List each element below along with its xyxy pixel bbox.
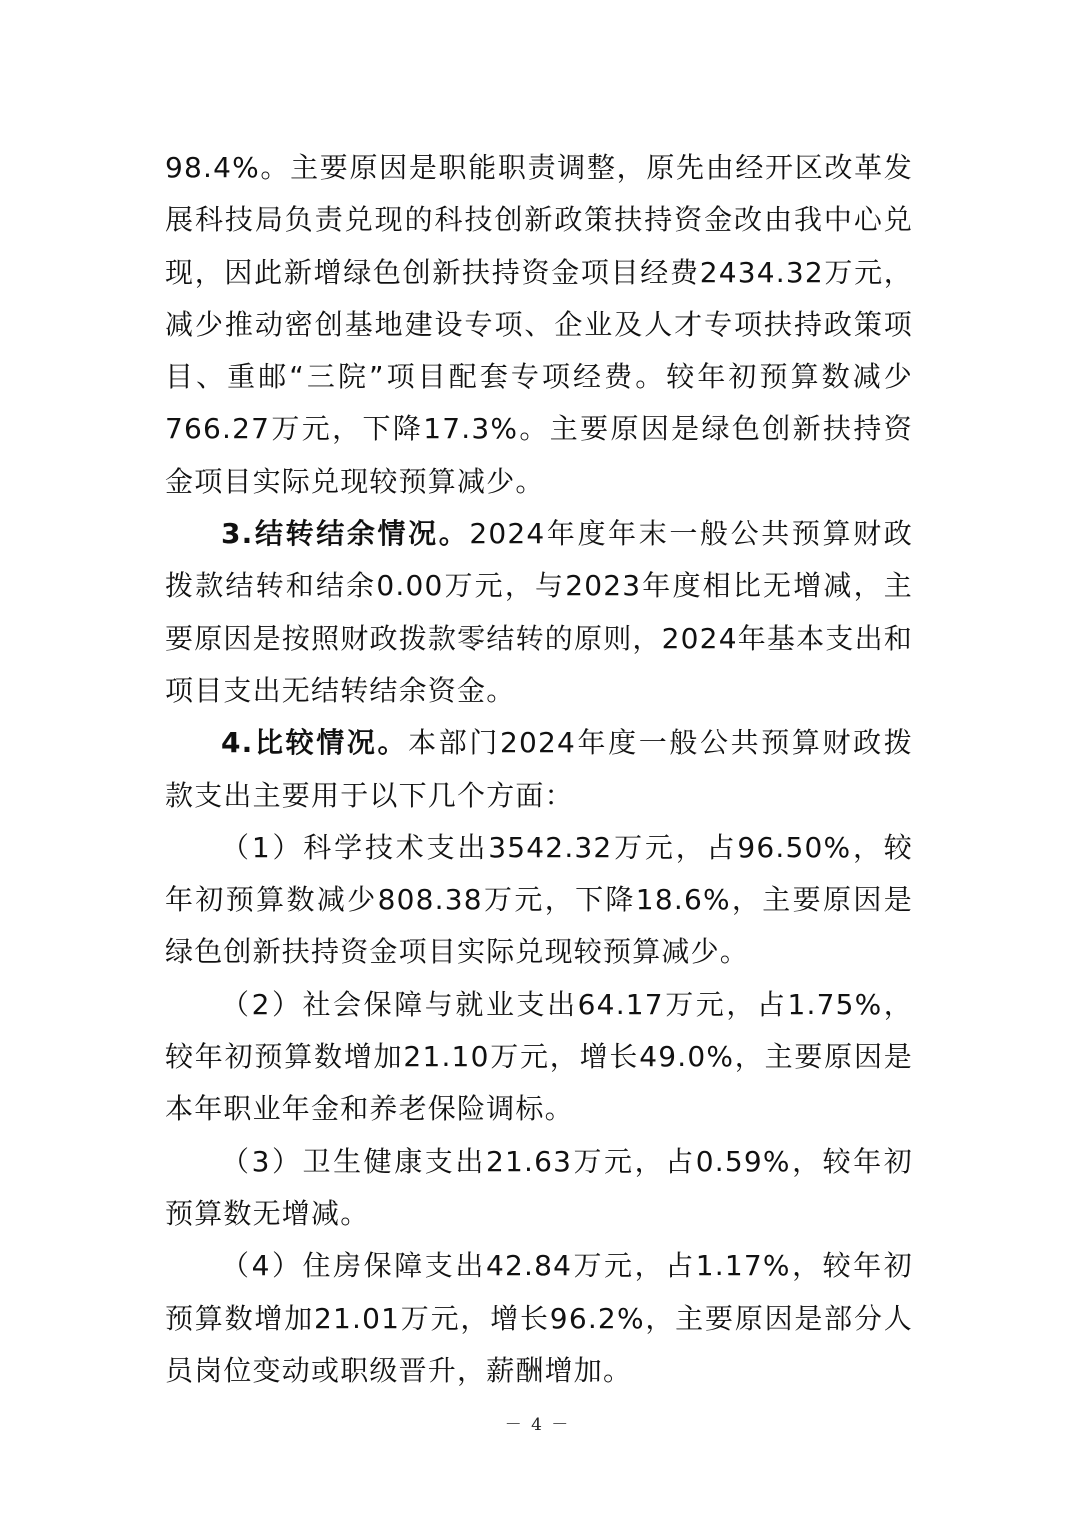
paragraph-carryover bbox=[165, 508, 913, 717]
paragraph-comparison-text: 本部门2024年度一般公共预算财政拨款支出主要用于以下几个方面： bbox=[165, 726, 913, 812]
list-item-housing: （4）住房保障支出42.84万元，占1.17%，较年初预算数增加21.01万元，增长96.2%，主要原因是部分人员岗位变动或职级晋升，薪酬增加。 bbox=[165, 1249, 913, 1387]
list-item-social-security: （2）社会保障与就业支出64.17万元，占1.75%，较年初预算数增加21.10万元，增长49.0%，主要原因是本年职业年金和养老保险调标。 bbox=[165, 987, 913, 1126]
list-item-health: （3）卫生健康支出21.63万元，占0.59%，较年初预算数无增减。 bbox=[165, 1144, 913, 1230]
heading-carryover: 3.结转结余情况。 bbox=[221, 517, 470, 551]
page-number: － 4 － bbox=[504, 1415, 571, 1435]
list-item-science: （1）科学技术支出3542.32万元，占96.50%，较年初预算数减少808.38万元，下降18.6%，主要原因是绿色创新扶持资金项目实际兑现较预算减少。 bbox=[165, 830, 913, 969]
paragraph-continuation: 98.4%。主要原因是职能职责调整，原先由经开区改革发展科技局负责兑现的科技创新政策扶持资金改由我中心兑现，因此新增绿色创新扶持资金项目经费2434.32万元，减少推动密创基地建设专项、企业及人才专项扶持政策项目、重邮“三院”项目配套专项经费。较年初预算数减少766.27万元，下降17.3%。主要原因是绿色创新扶持资金项目实际兑现较预算减少。 bbox=[165, 151, 913, 498]
document-body bbox=[165, 142, 913, 1397]
paragraph-carryover-text: 2024年度年末一般公共预算财政拨款结转和结余0.00万元，与2023年度相比无增减，主要原因是按照财政拨款零结转的原则，2024年基本支出和项目支出无结转结余资金。 bbox=[165, 517, 913, 707]
heading-comparison: 4.比较情况。 bbox=[221, 726, 409, 760]
paragraph-comparison bbox=[165, 717, 913, 822]
